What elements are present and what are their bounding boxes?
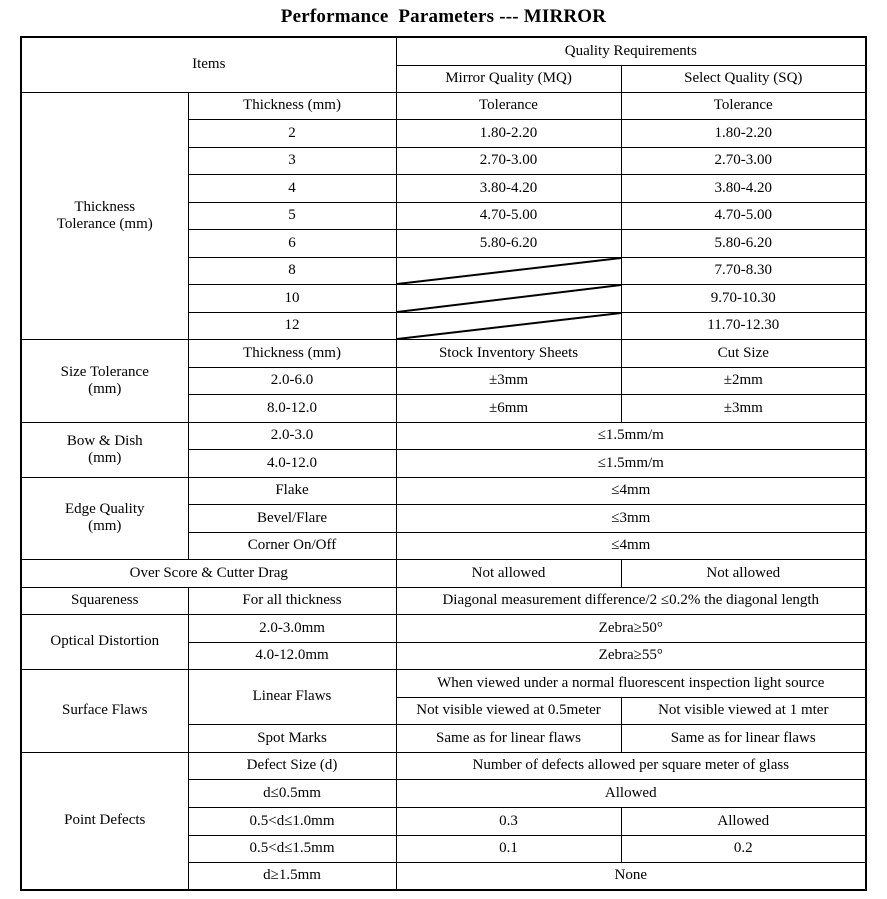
defect-size: 0.5<d≤1.5mm	[188, 835, 396, 862]
bow-dish-label: Bow & Dish (mm)	[21, 422, 188, 477]
sq-tolerance: 11.70-12.30	[621, 312, 866, 339]
cut-size-header: Cut Size	[621, 339, 866, 367]
spot-marks-mq: Same as for linear flaws	[396, 724, 621, 752]
defect-sq: 0.2	[621, 835, 866, 862]
table-row	[21, 559, 866, 587]
thickness-value: 3	[188, 147, 396, 174]
over-score-sq: Not allowed	[621, 559, 866, 587]
bow-value: ≤1.5mm/m	[396, 422, 866, 449]
over-score-mq: Not allowed	[396, 559, 621, 587]
size-thickness-value: 2.0-6.0	[188, 367, 396, 394]
sq-tolerance: 5.80-6.20	[621, 229, 866, 257]
linear-flaws-label: Linear Flaws	[188, 669, 396, 724]
sq-tolerance: 3.80-4.20	[621, 174, 866, 202]
table-row	[21, 614, 866, 642]
optical-value: Zebra≥50°	[396, 614, 866, 642]
linear-flaws-condition: When viewed under a normal fluorescent inspection light source	[396, 669, 866, 697]
stock-inventory-header: Stock Inventory Sheets	[396, 339, 621, 367]
tolerance-mq-header: Tolerance	[396, 92, 621, 119]
quality-requirements-header: Quality Requirements	[396, 37, 866, 65]
not-applicable-diagonal-cell	[396, 312, 621, 339]
squareness-value: Diagonal measurement difference/2 ≤0.2% the diagonal length	[396, 587, 866, 614]
mq-tolerance: 1.80-2.20	[396, 119, 621, 147]
tolerance-sq-header: Tolerance	[621, 92, 866, 119]
defect-allowance: None	[396, 862, 866, 890]
sq-tolerance: 1.80-2.20	[621, 119, 866, 147]
linear-flaws-mq: Not visible viewed at 0.5meter	[396, 697, 621, 724]
squareness-label: Squareness	[21, 587, 188, 614]
defect-mq: 0.1	[396, 835, 621, 862]
diagonal-line	[397, 313, 621, 339]
edge-value: ≤4mm	[396, 532, 866, 559]
defect-allowance: Allowed	[396, 779, 866, 807]
defects-allowed-header: Number of defects allowed per square meter of glass	[396, 752, 866, 779]
table-row	[21, 422, 866, 449]
diagonal-line	[397, 258, 621, 284]
defect-size: d≤0.5mm	[188, 779, 396, 807]
point-defects-label: Point Defects	[21, 752, 188, 890]
cut-value: ±2mm	[621, 367, 866, 394]
bow-thickness-value: 4.0-12.0	[188, 449, 396, 477]
size-thickness-value: 8.0-12.0	[188, 394, 396, 422]
page-title: Performance Parameters --- MIRROR	[280, 6, 607, 27]
mq-tolerance: 5.80-6.20	[396, 229, 621, 257]
thickness-value: 5	[188, 202, 396, 229]
size-thickness-header: Thickness (mm)	[188, 339, 396, 367]
mq-tolerance: 4.70-5.00	[396, 202, 621, 229]
edge-value: ≤3mm	[396, 504, 866, 532]
defect-sq: Allowed	[621, 807, 866, 835]
optical-value: Zebra≥55°	[396, 642, 866, 669]
stock-value: ±3mm	[396, 367, 621, 394]
sq-tolerance: 4.70-5.00	[621, 202, 866, 229]
mq-tolerance: 2.70-3.00	[396, 147, 621, 174]
diagonal-line	[397, 285, 621, 312]
mq-tolerance: 3.80-4.20	[396, 174, 621, 202]
defect-mq: 0.3	[396, 807, 621, 835]
table-row	[21, 92, 866, 119]
performance-parameters-table	[20, 36, 867, 891]
items-header: Items	[21, 37, 396, 92]
defect-size: 0.5<d≤1.0mm	[188, 807, 396, 835]
linear-flaws-sq: Not visible viewed at 1 mter	[621, 697, 866, 724]
cut-value: ±3mm	[621, 394, 866, 422]
spot-marks-sq: Same as for linear flaws	[621, 724, 866, 752]
edge-item: Bevel/Flare	[188, 504, 396, 532]
sq-tolerance: 7.70-8.30	[621, 257, 866, 284]
bow-value: ≤1.5mm/m	[396, 449, 866, 477]
size-tolerance-label: Size Tolerance (mm)	[21, 339, 188, 422]
not-applicable-diagonal-cell	[396, 257, 621, 284]
edge-item: Corner On/Off	[188, 532, 396, 559]
table-row	[21, 669, 866, 697]
thickness-value: 12	[188, 312, 396, 339]
mq-header: Mirror Quality (MQ)	[396, 65, 621, 92]
edge-quality-label: Edge Quality (mm)	[21, 477, 188, 559]
thickness-value: 10	[188, 284, 396, 312]
sq-tolerance: 2.70-3.00	[621, 147, 866, 174]
stock-value: ±6mm	[396, 394, 621, 422]
thickness-tolerance-label: Thickness Tolerance (mm)	[21, 92, 188, 339]
thickness-value: 2	[188, 119, 396, 147]
sq-tolerance: 9.70-10.30	[621, 284, 866, 312]
not-applicable-diagonal-cell	[396, 284, 621, 312]
thickness-col-header: Thickness (mm)	[188, 92, 396, 119]
defect-size-header: Defect Size (d)	[188, 752, 396, 779]
bow-thickness-value: 2.0-3.0	[188, 422, 396, 449]
edge-item: Flake	[188, 477, 396, 504]
optical-thickness-value: 2.0-3.0mm	[188, 614, 396, 642]
table-row	[21, 339, 866, 367]
thickness-value: 4	[188, 174, 396, 202]
edge-value: ≤4mm	[396, 477, 866, 504]
optical-thickness-value: 4.0-12.0mm	[188, 642, 396, 669]
optical-distortion-label: Optical Distortion	[21, 614, 188, 669]
defect-size: d≥1.5mm	[188, 862, 396, 890]
spot-marks-label: Spot Marks	[188, 724, 396, 752]
header-row-1	[21, 37, 866, 65]
over-score-label: Over Score & Cutter Drag	[21, 559, 396, 587]
thickness-value: 8	[188, 257, 396, 284]
thickness-value: 6	[188, 229, 396, 257]
surface-flaws-label: Surface Flaws	[21, 669, 188, 752]
squareness-item: For all thickness	[188, 587, 396, 614]
sq-header: Select Quality (SQ)	[621, 65, 866, 92]
table-row	[21, 587, 866, 614]
table-row	[21, 477, 866, 504]
table-row	[21, 752, 866, 779]
